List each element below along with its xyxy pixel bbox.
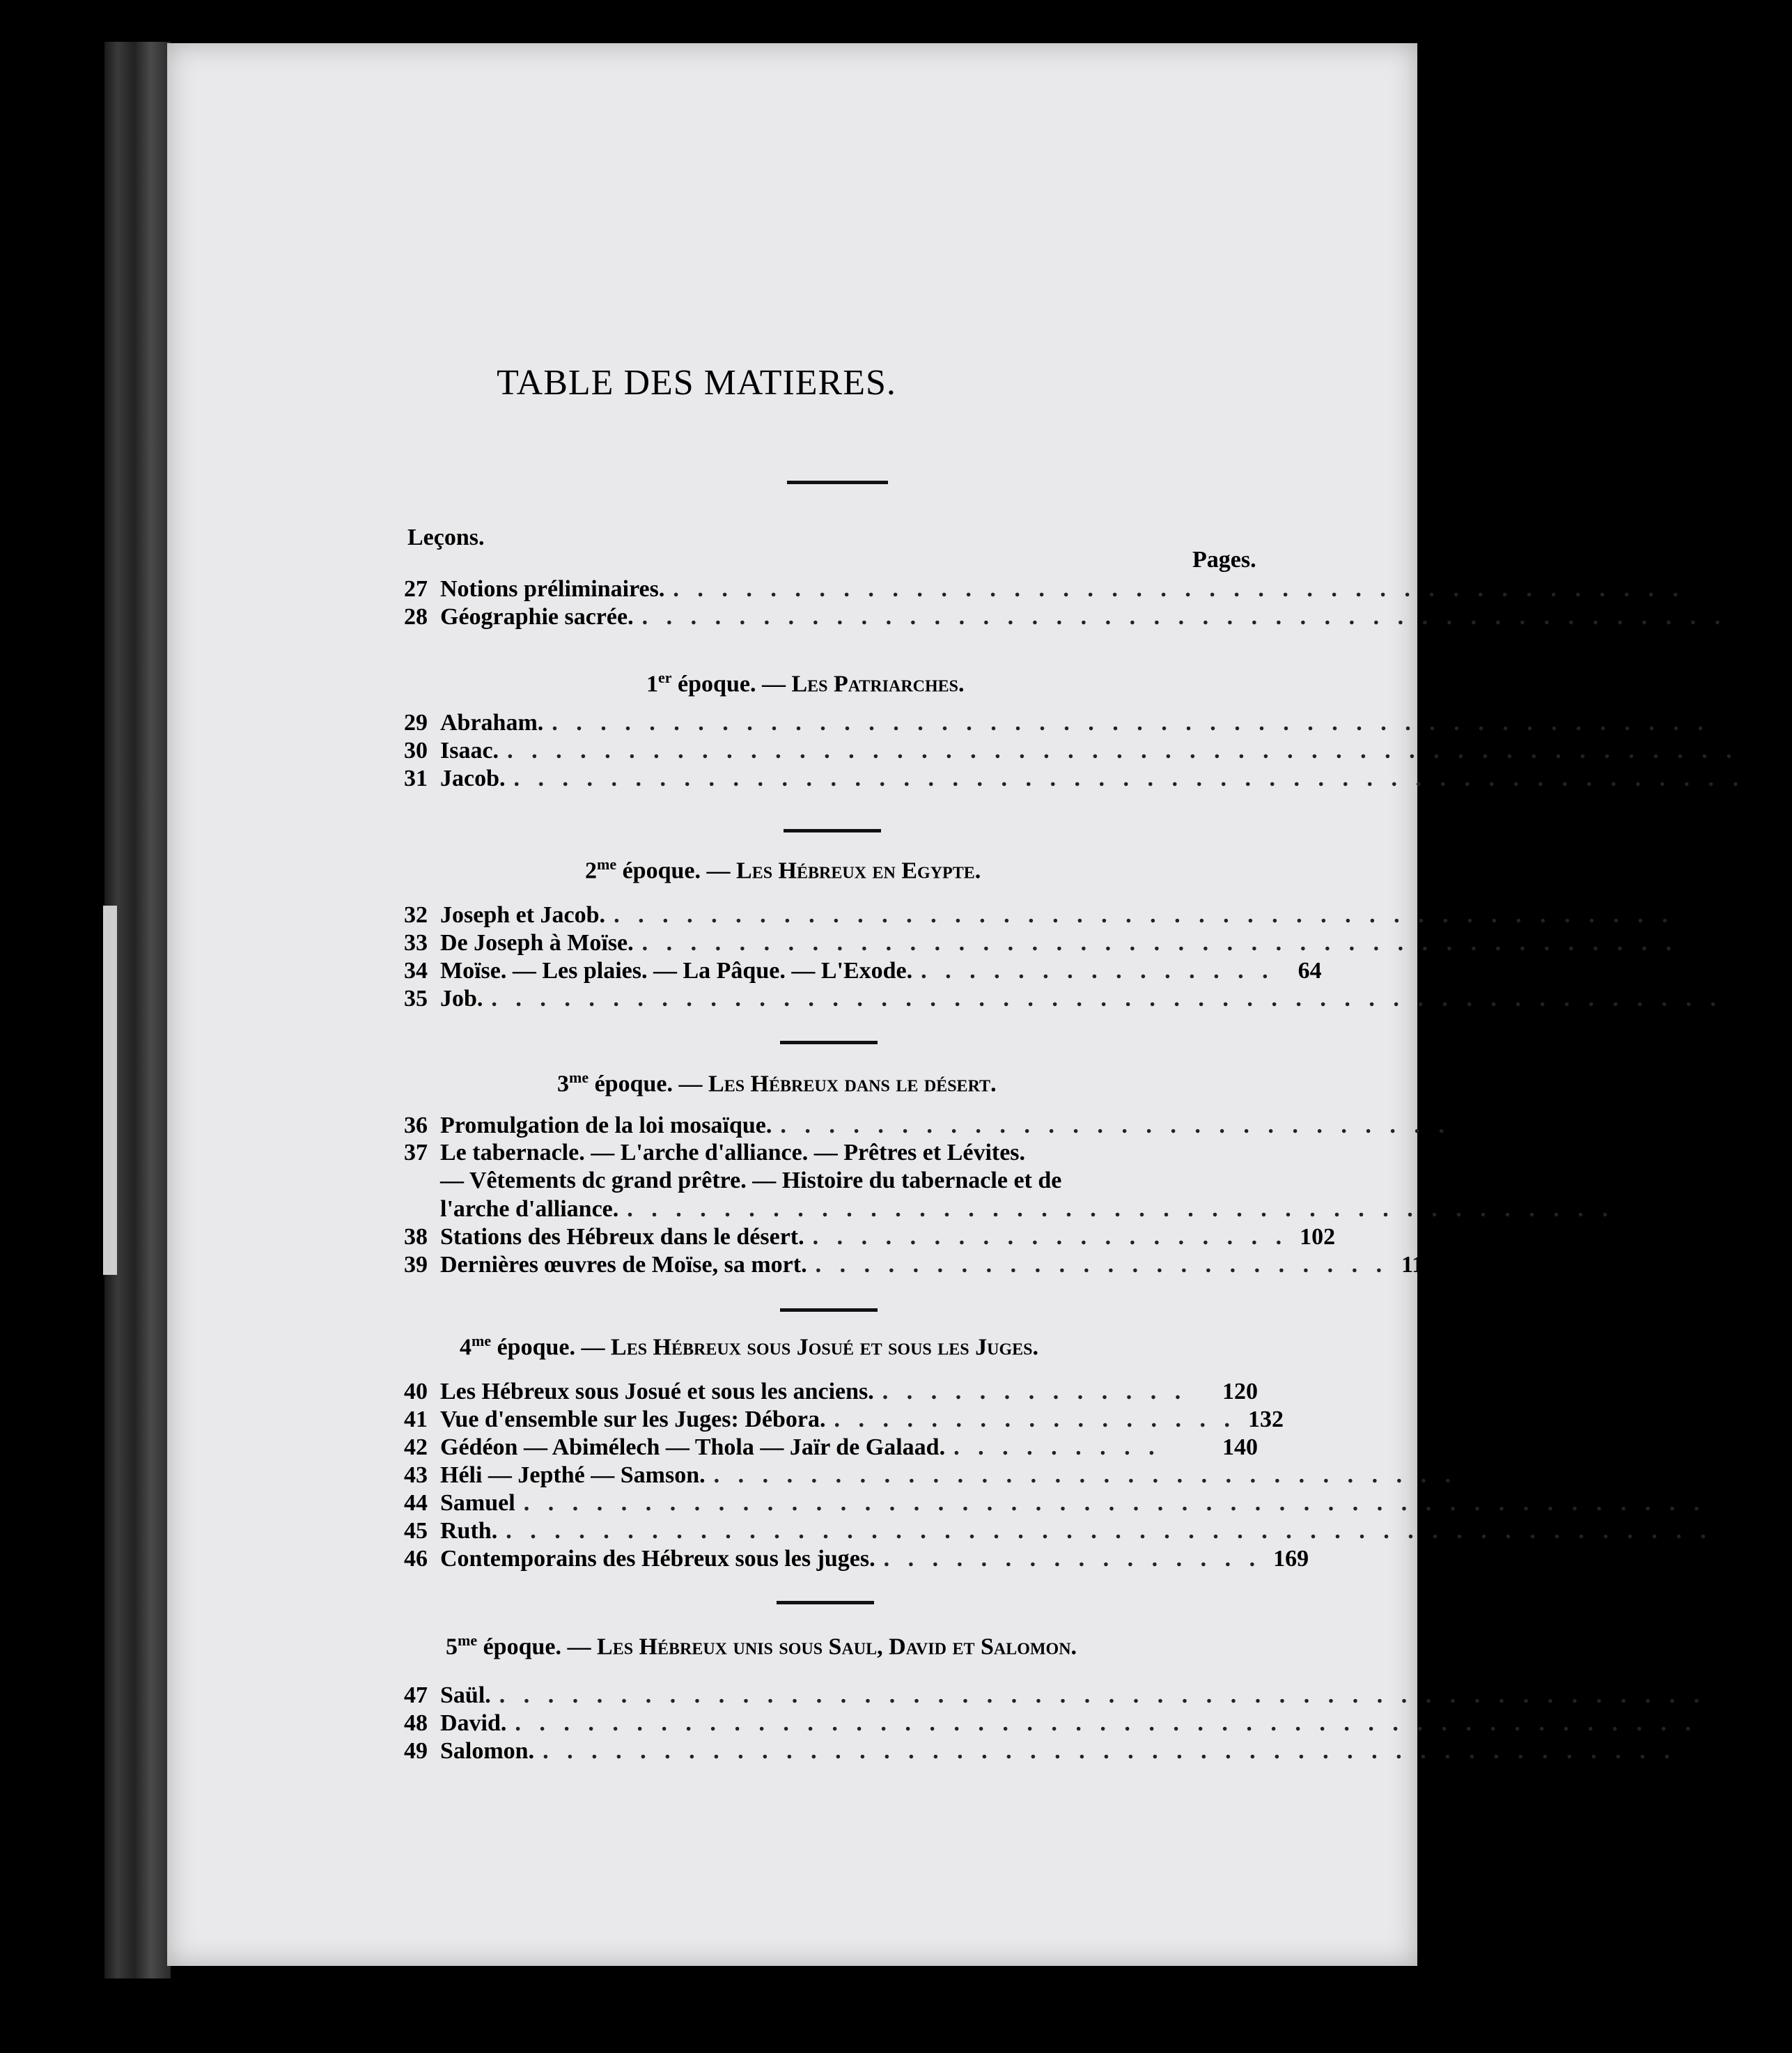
toc-row xyxy=(404,603,1775,631)
page-title: TABLE DES MATIERES. xyxy=(497,363,896,403)
page-number: 75 xyxy=(1745,986,1770,1012)
lesson-title: Stations des Hébreux dans le désert. xyxy=(440,1224,804,1250)
lesson-title: Job. xyxy=(440,986,483,1012)
leader-dots: . . . . . . . . . . . . . . . . . . . . . . . . . . . . . . . . . . . . . . . . . . . . . . . . . xyxy=(515,1710,1697,1736)
toc-row xyxy=(404,737,1786,765)
page-number: 1 xyxy=(1720,576,1732,602)
leader-dots: . . . . . . . . . . . . . . . . . . . . . . . . . . . . . . . . . . . . . . . . . . . . . . . . . . xyxy=(499,1682,1706,1708)
epoch-name: Les Hébreux sous Josué et sous les Juges. xyxy=(611,1334,1038,1361)
toc-row-continuation: — Vêtements dc grand prêtre. — Histoire du tabernacle et de xyxy=(440,1168,1062,1193)
toc-row xyxy=(404,1251,1436,1279)
leader-dots: . . . . . . . . . . . . . . . . . . . . . . . . . . . . . . . . . . . . . . . . . . . xyxy=(641,930,1678,956)
toc-row-line xyxy=(404,1140,1025,1166)
lesson-title: Abraham. xyxy=(440,710,544,736)
lesson-title: Isaac. xyxy=(440,738,499,764)
lesson-title: Le tabernacle. — L'arche d'alliance. — Prêtres et Lévites. xyxy=(440,1140,1026,1165)
epoch-ordinal: 4 xyxy=(460,1334,472,1361)
page-number: 44 xyxy=(1768,766,1792,791)
lesson-title: Joseph et Jacob. xyxy=(440,902,606,928)
lesson-number: 32 xyxy=(404,902,428,928)
leader-dots: . . . . . . . . . . . . . . . . . . . . . . . . xyxy=(815,1252,1389,1278)
toc-row xyxy=(404,1710,1745,1737)
epoch-label: époque. — xyxy=(678,671,786,697)
lesson-number: 41 xyxy=(404,1407,428,1432)
epoch-label: époque. — xyxy=(497,1334,605,1361)
leader-dots: . . . . . . . . . . . . . . . . . . . . . . . . . . . . . . . . . . . . . . . . . . . . . . . xyxy=(543,1738,1676,1764)
leader-dots: . . . . . . . . . . . . . . . . . . . . . . . . . . . . . . . . . . . . . . . . . . . . . . . . . xyxy=(523,1490,1706,1516)
epoch-ordinal-suffix: me xyxy=(597,855,617,873)
epoch-heading xyxy=(446,1632,1077,1660)
lesson-number: 34 xyxy=(404,958,428,984)
lesson-number: 39 xyxy=(404,1252,428,1278)
toc-row xyxy=(404,929,1726,957)
toc-row xyxy=(404,1378,1258,1406)
lesson-number: 38 xyxy=(404,1224,428,1250)
leader-dots: . . . . . . . . . . . . . . . . . . . . . . . . . . . . . . . . . . . . . . . . . xyxy=(627,1196,1614,1222)
lesson-title: Dernières œuvres de Moïse, sa mort. xyxy=(440,1252,807,1278)
toc-row xyxy=(404,1737,1724,1765)
lesson-number: 30 xyxy=(404,738,428,764)
lesson-title: Notions préliminaires. xyxy=(440,576,665,602)
lesson-number: 40 xyxy=(404,1379,428,1404)
leader-dots: . . . . . . . . . . . . . . . . . . . . . . . . . . . . . . . . . . . . . . . . . . . . . . . . . . xyxy=(506,1518,1713,1544)
page-number: 52 xyxy=(1697,902,1722,928)
leader-dots: . . . . . . . . . . . . . . . . . xyxy=(834,1407,1236,1432)
lesson-title: Promulgation de la loi mosaïque. xyxy=(440,1113,772,1138)
leader-dots: . . . . . . . . . . . . . . . xyxy=(921,958,1275,984)
leader-dots: . . . . . . . . . . . . . . . . . . . . . . . . . . . . . . . . . . . . . . . . . . . . . . . . . . . xyxy=(513,766,1745,791)
lesson-number: 44 xyxy=(404,1490,428,1516)
leader-dots: . . . . . . . . . . . . . . . . . . . . . . . . . . . . . . . . . . . . . . . . . . . . . xyxy=(641,604,1727,630)
epoch-ordinal: 5 xyxy=(446,1634,458,1660)
leader-dots: . . . . . . . . . . . . . . . . . . . . . . . . . . . . . . . xyxy=(713,1462,1458,1488)
lesson-number: 49 xyxy=(404,1738,428,1764)
page-number: 110 xyxy=(1401,1252,1436,1278)
lesson-title: Ruth. xyxy=(440,1518,498,1544)
page-number: 165 xyxy=(1724,1518,1760,1544)
lesson-number: 45 xyxy=(404,1518,428,1544)
toc-row xyxy=(404,1517,1760,1545)
epoch-heading xyxy=(557,1069,997,1097)
toc-row xyxy=(404,901,1722,929)
toc-row xyxy=(404,957,1322,985)
toc-row xyxy=(404,1112,1498,1140)
toc-row xyxy=(404,1489,1754,1517)
lesson-number: 33 xyxy=(404,930,428,956)
lesson-number: 31 xyxy=(404,766,428,791)
toc-row xyxy=(404,985,1770,1013)
leader-dots: . . . . . . . . . . . . . . . . . . . . . . . . . . . . . . . . . . . . . . . . . . . . . . . . . . . xyxy=(507,738,1738,764)
epoch-heading xyxy=(585,855,981,884)
epoch-ordinal: 3 xyxy=(557,1071,569,1097)
leader-dots: . . . . . . . . . . . . . . . . . . . . xyxy=(812,1224,1288,1250)
toc-row xyxy=(404,1545,1309,1573)
page-number: 158 xyxy=(1717,1490,1754,1516)
epoch-ordinal: 2 xyxy=(585,858,597,884)
epoch-ordinal-suffix: me xyxy=(472,1332,492,1349)
epoch-name: Les Patriarches. xyxy=(791,671,965,697)
lesson-number: 47 xyxy=(404,1682,428,1708)
page-number: 169 xyxy=(1273,1546,1309,1572)
toc-row xyxy=(404,1682,1754,1710)
epoch-heading xyxy=(646,669,965,697)
lesson-title: Saül. xyxy=(440,1682,491,1708)
lesson-title: Les Hébreux sous Josué et sous les anciens. xyxy=(440,1379,874,1404)
page-number: 211 xyxy=(1689,1738,1724,1764)
epoch-name: Les Hébreux dans le désert. xyxy=(708,1071,997,1097)
leader-dots: . . . . . . . . . . . . . . . . . . . . . . . . . . . . . . . . . . . . . . . . . . . . xyxy=(614,902,1674,928)
lesson-title: Gédéon — Abimélech — Thola — Jaïr de Galaad. xyxy=(440,1434,946,1460)
epoch-ordinal-suffix: er xyxy=(658,669,672,686)
page-number: 173 xyxy=(1717,1682,1754,1708)
epoch-ordinal-suffix: me xyxy=(458,1632,478,1649)
toc-row xyxy=(404,765,1792,793)
lesson-number: 35 xyxy=(404,986,428,1012)
epoch-name: Les Hébreux unis sous Saul, David et Salomon. xyxy=(597,1634,1077,1660)
leader-dots: . . . . . . . . . . . . . . . . . . . . . . . . . . . . . . . . . . . . . . . . . . . . . . . . . . . xyxy=(491,986,1722,1012)
epoch-ordinal: 1 xyxy=(646,671,658,697)
page-number: 81 xyxy=(1474,1113,1498,1138)
spine-edge-strip xyxy=(103,906,117,1275)
lesson-title: De Joseph à Moïse. xyxy=(440,930,634,956)
leader-dots: . . . . . . . . . . . . . . . . . . . . . . . . . . . . . . . . . . . . . . . . . . xyxy=(673,576,1685,602)
page-number: 13 xyxy=(1733,710,1757,736)
lesson-title: Géographie sacrée. xyxy=(440,604,634,630)
toc-row xyxy=(404,1406,1284,1434)
lesson-title: Vue d'ensemble sur les Juges: Débora. xyxy=(440,1407,826,1432)
title-rule xyxy=(787,481,888,484)
lesson-title: l'arche d'alliance. xyxy=(440,1196,619,1222)
lesson-title: Moïse. — Les plaies. — La Pâque. — L'Exode. xyxy=(440,958,913,984)
toc-row xyxy=(404,1223,1336,1251)
page-number: 93 xyxy=(1637,1196,1662,1222)
page-number: 132 xyxy=(1247,1407,1284,1432)
lesson-title: Salomon. xyxy=(440,1738,535,1764)
leader-dots: . . . . . . . . . xyxy=(953,1434,1161,1460)
page-number: 191 xyxy=(1708,1710,1745,1736)
toc-row xyxy=(404,709,1757,737)
lesson-title: Contemporains des Hébreux sous les juges. xyxy=(440,1546,875,1572)
page-number: 102 xyxy=(1300,1224,1336,1250)
leader-dots: . . . . . . . . . . . . . . . . . . . . . . . . . . . . . . . . . . . . . . . . . . . . . . . . xyxy=(552,710,1710,736)
page-number: 147 xyxy=(1469,1462,1505,1488)
toc-row xyxy=(404,575,1732,603)
lesson-number: 46 xyxy=(404,1546,428,1572)
page-number: 120 xyxy=(1222,1379,1258,1404)
leader-dots: . . . . . . . . . . . . . xyxy=(882,1379,1187,1404)
leader-dots: . . . . . . . . . . . . . . . . . . . . . . . . . . . . xyxy=(780,1113,1451,1138)
page-number: 140 xyxy=(1222,1434,1258,1460)
page-number: 61 xyxy=(1701,930,1726,956)
lesson-title: David. xyxy=(440,1710,507,1736)
epoch-name: Les Hébreux en Egypte. xyxy=(736,858,981,884)
page-number: 64 xyxy=(1298,958,1322,984)
epoch-label: époque. — xyxy=(594,1071,703,1097)
section-rule xyxy=(777,1601,874,1604)
lesson-number: 36 xyxy=(404,1113,428,1138)
lecons-header: Leçons. xyxy=(407,525,485,550)
toc-row xyxy=(404,1462,1505,1489)
lesson-title: Jacob. xyxy=(440,766,506,791)
section-rule xyxy=(784,829,881,832)
section-rule xyxy=(780,1308,878,1312)
epoch-heading xyxy=(460,1332,1038,1361)
lesson-number: 43 xyxy=(404,1462,428,1488)
pages-header: Pages. xyxy=(1192,547,1256,573)
lesson-title: Samuel xyxy=(440,1490,515,1516)
lesson-title: Héli — Jepthé — Samson. xyxy=(440,1462,706,1488)
lesson-number: 27 xyxy=(404,576,428,602)
toc-row xyxy=(440,1195,1662,1223)
lesson-number: 29 xyxy=(404,710,428,736)
lesson-number: 28 xyxy=(404,604,428,630)
lesson-number: 48 xyxy=(404,1710,428,1736)
page-number: 37 xyxy=(1761,738,1786,764)
lesson-number: 37 xyxy=(404,1140,428,1165)
epoch-ordinal-suffix: me xyxy=(569,1069,589,1086)
section-rule xyxy=(780,1041,878,1044)
page-number: 5 xyxy=(1762,604,1775,630)
lesson-number: 42 xyxy=(404,1434,428,1460)
leader-dots: . . . . . . . . . . . . . . . . xyxy=(883,1546,1262,1572)
epoch-label: époque. — xyxy=(622,858,731,884)
toc-row xyxy=(404,1434,1258,1462)
epoch-label: époque. — xyxy=(483,1634,591,1660)
